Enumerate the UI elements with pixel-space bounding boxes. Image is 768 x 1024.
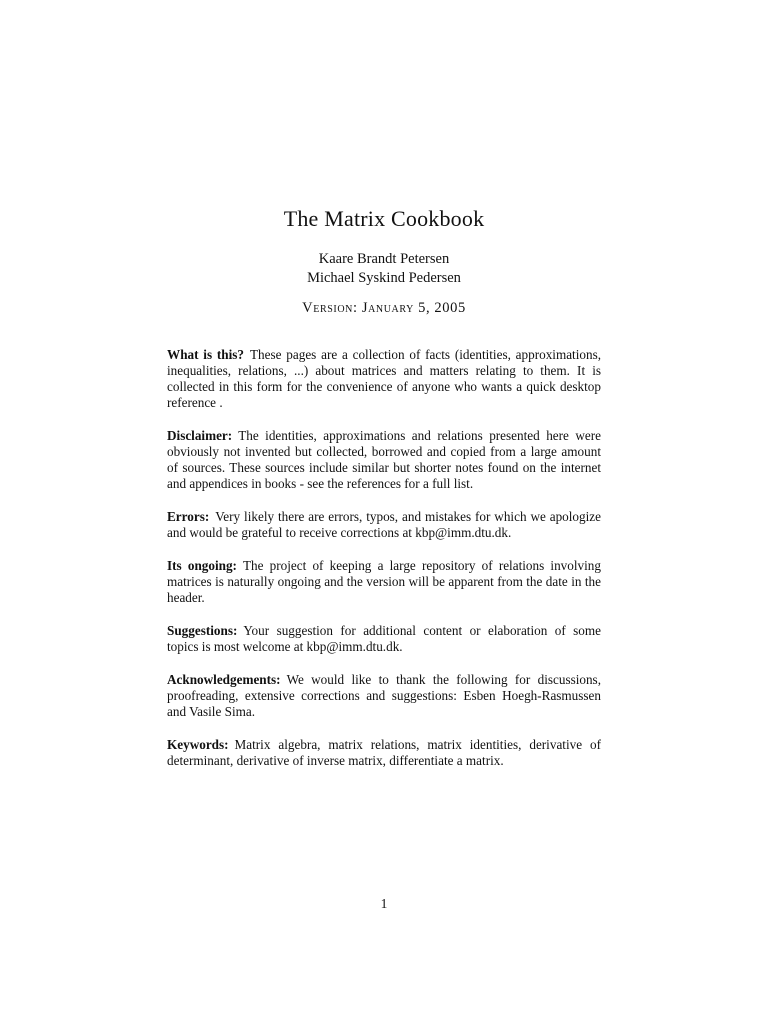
author-list xyxy=(0,250,768,288)
version-label: Version: xyxy=(302,300,358,316)
section-disclaimer xyxy=(167,428,601,492)
document-title: The Matrix Cookbook xyxy=(283,206,485,231)
section-heading: Disclaimer: xyxy=(167,428,233,443)
section-suggestions xyxy=(167,623,601,655)
section-heading: Acknowledgements: xyxy=(167,672,281,687)
section-heading: Errors: xyxy=(167,509,210,524)
section-errors xyxy=(167,509,601,541)
section-text: Very likely there are errors, typos, and mistakes for which we apologize and would be grateful to receive corrections at kbp@imm.dtu.dk. xyxy=(167,509,601,540)
section-what-is-this xyxy=(167,347,601,411)
author-name: Kaare Brandt Petersen xyxy=(318,251,450,267)
section-acknowledgements xyxy=(167,672,601,720)
section-heading: What is this? xyxy=(167,347,244,362)
section-text: We would like to thank the following for discussions, proofreading, extensive corrections and suggestions: Esben Hoegh-Rasmussen and Vasile Sima. xyxy=(167,672,601,719)
section-text: These pages are a collection of facts (identities, approximations, inequalities, relations, ...) about matrices and matters relating to them. It is collected in this form for the convenience of anyone who wants a quick desktop reference . xyxy=(167,347,602,410)
section-text: The identities, approximations and relations presented here were obviously not invented but collected, borrowed and copied from a large amount of sources. These sources include similar but shorter notes found on the internet and appendices in books - see the references for a full list. xyxy=(167,428,601,491)
section-text: Your suggestion for additional content or elaboration of some topics is most welcome at kbp@imm.dtu.dk. xyxy=(167,623,601,654)
version-line xyxy=(0,300,768,317)
section-keywords xyxy=(167,737,601,769)
section-text: The project of keeping a large repository of relations involving matrices is naturally ongoing and the version will be apparent from the date in the header. xyxy=(167,558,601,605)
section-text: Matrix algebra, matrix relations, matrix identities, derivative of determinant, derivative of inverse matrix, differentiate a matrix. xyxy=(167,737,601,768)
section-heading: Its ongoing: xyxy=(167,558,237,573)
section-heading: Suggestions: xyxy=(167,623,238,638)
section-ongoing xyxy=(167,558,601,606)
page-number: 1 xyxy=(380,896,388,911)
author-name: Michael Syskind Pedersen xyxy=(307,270,461,286)
section-heading: Keywords: xyxy=(167,737,229,752)
version-date: January 5, 2005 xyxy=(361,300,466,316)
document-body xyxy=(167,347,601,786)
